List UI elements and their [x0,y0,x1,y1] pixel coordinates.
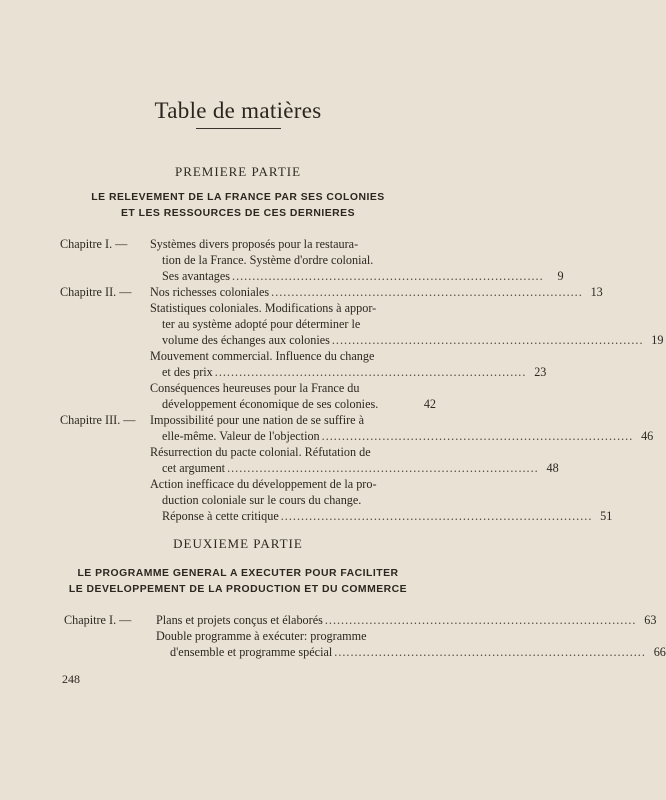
toc-entry [162,364,547,380]
toc-line: Impossibilité pour une nation de se suffire à [150,413,365,427]
toc-entry [156,612,657,628]
part-heading-line: LE PROGRAMME GENERAL A EXECUTER POUR FACILITER [77,568,399,579]
toc-line: Conséquences heureuses pour la France du [150,381,360,395]
toc-line: Résurrection du pacte colonial. Réfutation de [150,445,371,459]
toc-entry [162,428,654,444]
leader-dots: ............................................................................. [331,333,644,347]
toc-entry [162,460,559,476]
toc-entry-text: d'ensemble et programme spécial [170,645,333,659]
page-number: 51 [600,509,613,523]
chapter-label: Chapitre I. — [60,237,128,251]
toc-entry-text: elle-même. Valeur de l'objection [162,429,320,443]
toc-line: tion de la France. Système d'ordre colonial. [162,253,374,267]
toc-line: ter au système adopté pour déterminer le [162,317,361,331]
toc-entry [170,644,666,660]
leader-dots: ............................................................................. [280,509,593,523]
toc-line: Action inefficace du développement de la pro- [150,477,377,491]
page-number: 13 [590,285,603,299]
toc-line: Double programme à exécuter: programme [156,629,367,643]
leader-dots: ............................................................................. [324,613,637,627]
page-number: 19 [651,333,664,347]
page-number: 66 [653,645,666,659]
leader-dots: ............................................................................. [271,285,583,299]
toc-line: Systèmes divers proposés pour la restaura- [150,237,359,251]
part-title: PREMIERE PARTIE [174,164,302,179]
toc-entry-text: Plans et projets conçus et élaborés [156,613,323,627]
title-underline [196,128,281,129]
page-number: 46 [641,429,654,443]
part-title: DEUXIEME PARTIE [173,536,303,551]
part-heading-line: LE RELEVEMENT DE LA FRANCE PAR SES COLONIES [91,192,385,203]
toc-line: Mouvement commercial. Influence du change [150,349,375,363]
toc-entry-text: cet argument [162,461,226,475]
chapter-label: Chapitre I. — [64,613,132,627]
chapter-label: Chapitre III. — [60,413,136,427]
page-number: 23 [534,365,547,379]
leader-dots: ............................................................................. [227,461,539,475]
page-folio-number: 248 [62,672,80,686]
page-number: 63 [644,613,657,627]
toc-entry-text: Ses avantages [162,269,231,283]
leader-dots: ............................................................................. [232,269,544,283]
part-heading-line: ET LES RESSOURCES DE CES DERNIERES [120,208,356,219]
chapter-label: Chapitre II. — [60,285,132,299]
part-heading-line: LE DEVELOPPEMENT DE LA PRODUCTION ET DU COMMERCE [68,584,408,595]
toc-entry-text: Réponse à cette critique [162,509,279,523]
toc-entry-text: Nos richesses coloniales [150,285,270,299]
toc-entry [162,332,664,348]
toc-line: Statistiques coloniales. Modifications à appor- [150,301,377,315]
toc-entry [150,284,603,300]
page-number: 42 [423,397,436,411]
leader-dots: ............................................................................. [214,365,527,379]
toc-entry [162,508,613,524]
leader-dots: ............................................................................. [321,429,634,443]
toc-entry-text: développement économique de ses colonies. [162,397,379,411]
page-number: 48 [546,461,559,475]
page-title: Table de matières [154,98,322,123]
toc-line: duction coloniale sur le cours du change. [162,493,362,507]
toc-entry [162,268,564,284]
page-number: 9 [557,269,564,283]
toc-entry-text: et des prix [162,365,213,379]
toc-entry [162,396,436,412]
toc-entry-text: volume des échanges aux colonies [162,333,330,347]
leader-dots: ............................................................................. [334,645,646,659]
